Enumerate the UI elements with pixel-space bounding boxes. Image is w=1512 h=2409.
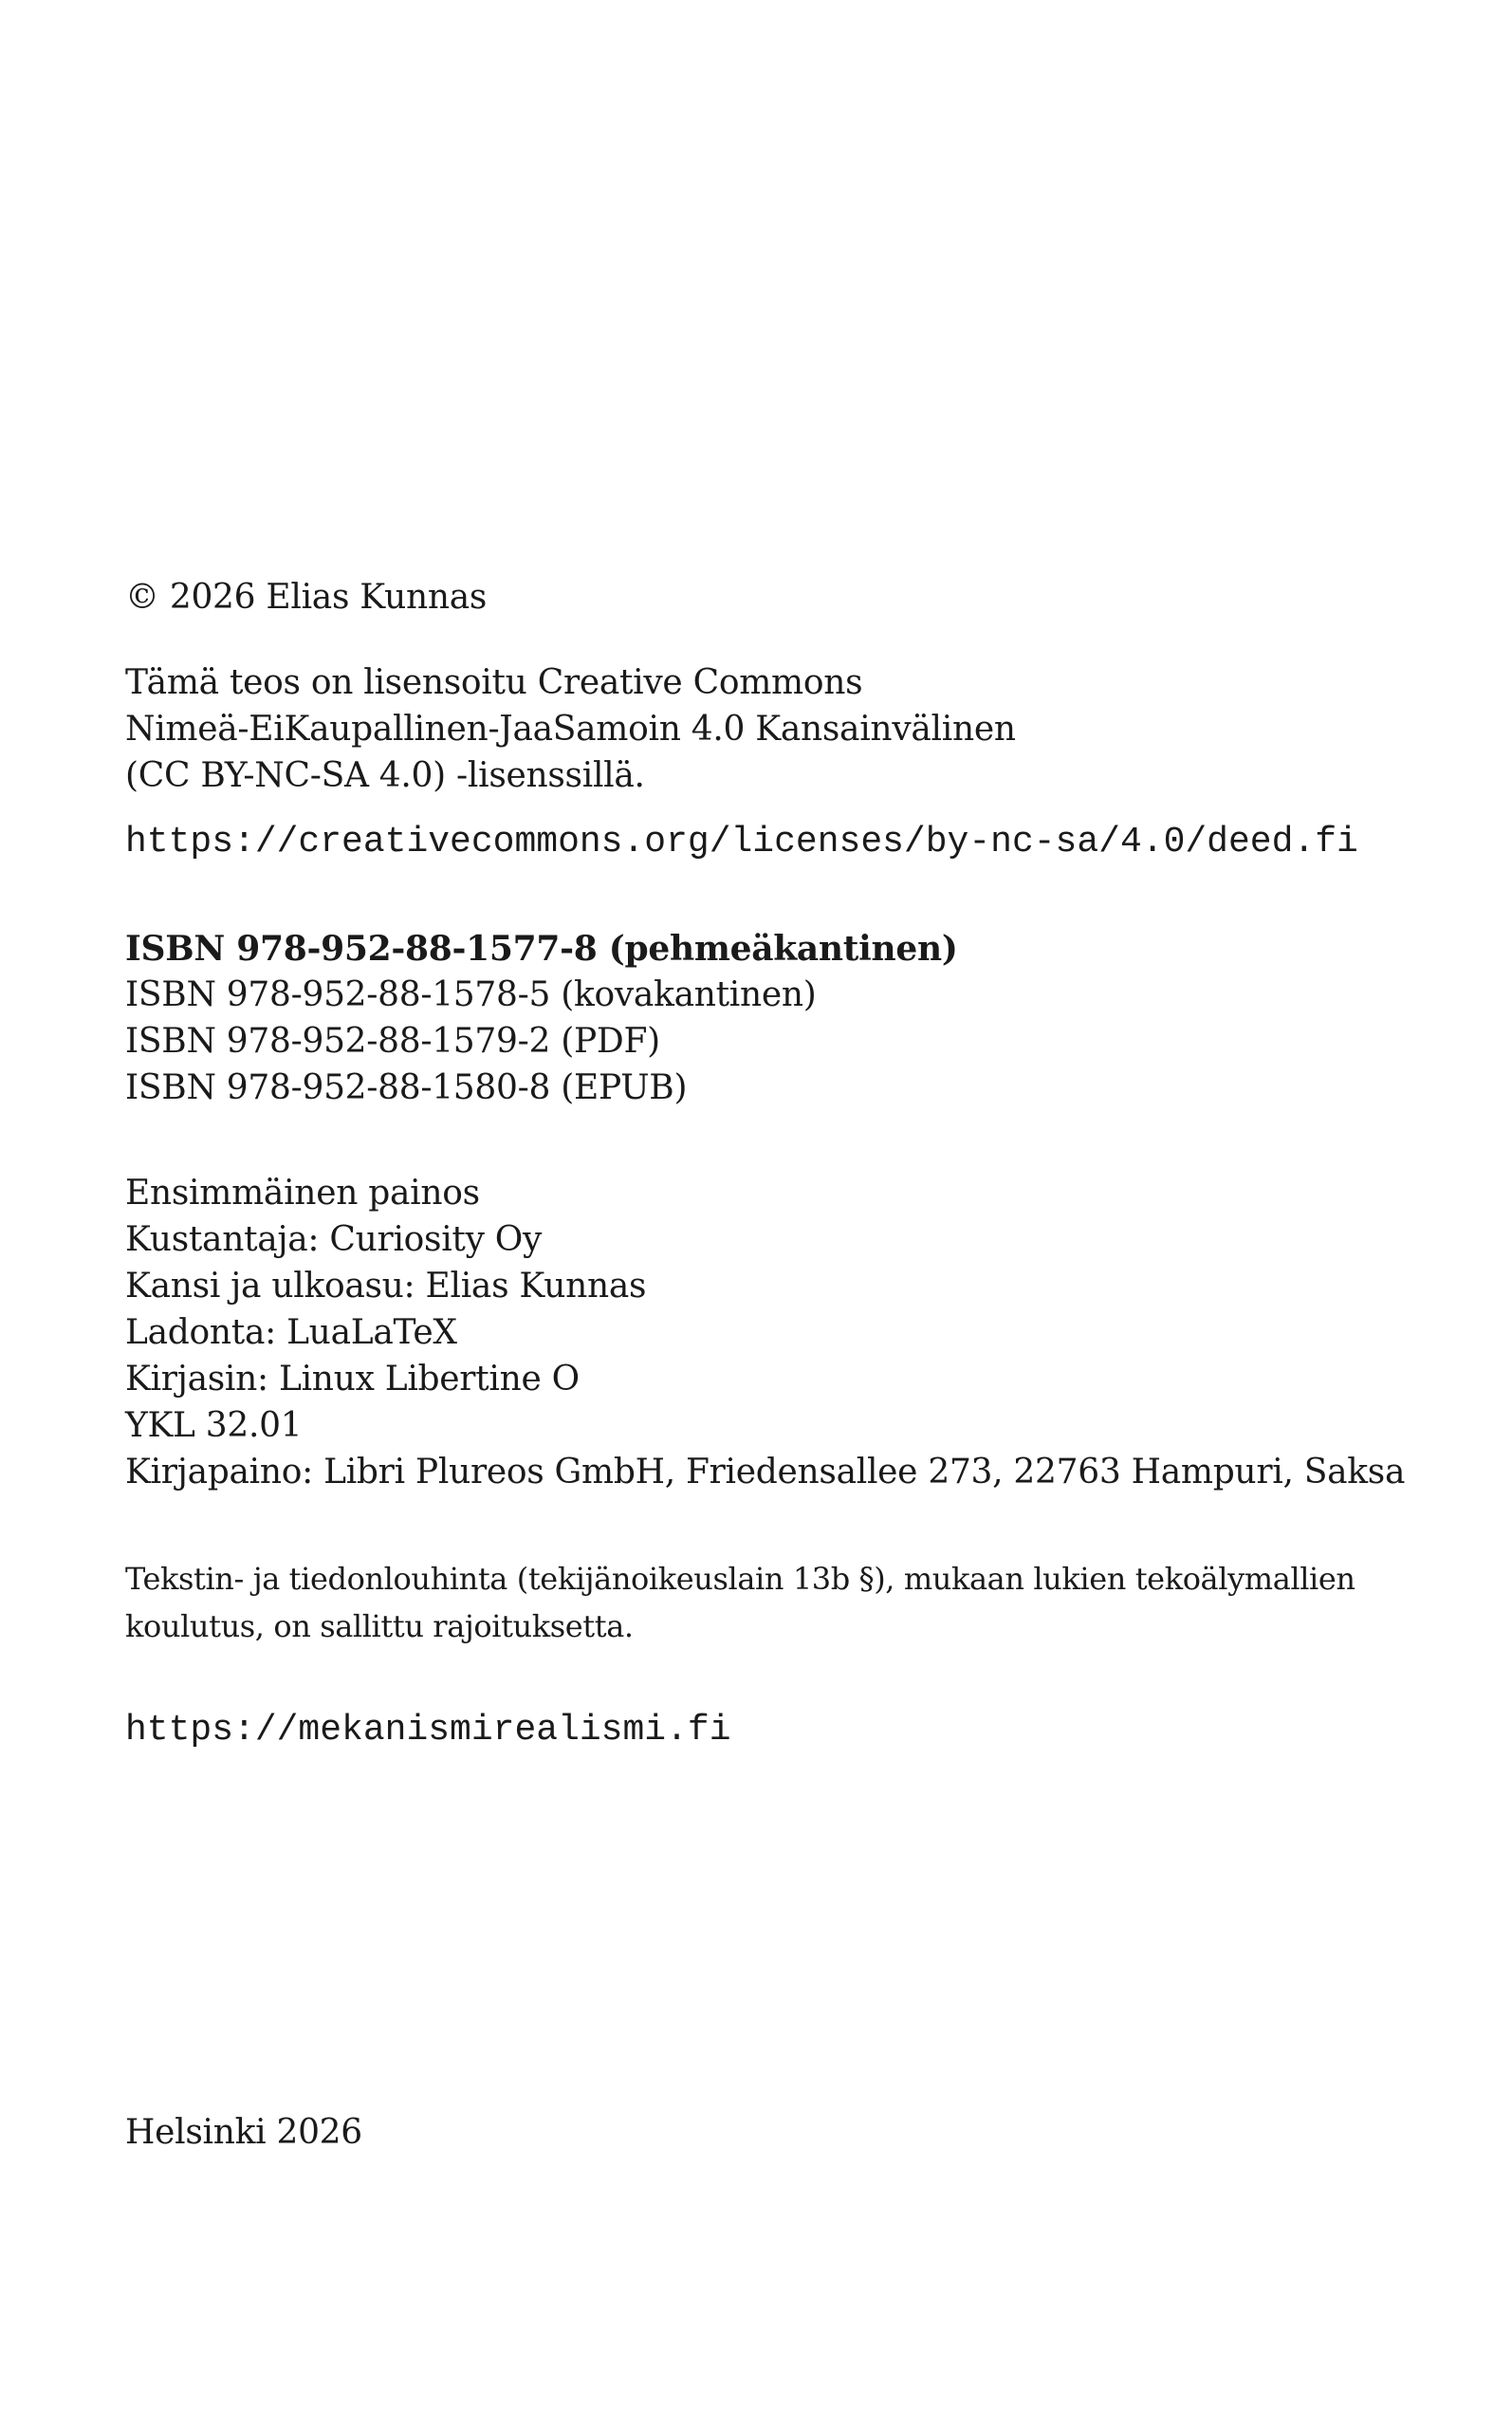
isbn-paperback: ISBN 978-952-88-1577-8 (pehmeäkantinen) [125, 929, 958, 969]
place-year: Helsinki 2026 [125, 2113, 362, 2152]
typeface-line: Kirjasin: Linux Libertine O [125, 1360, 580, 1399]
copyright-line: © 2026 Elias Kunnas [125, 578, 488, 617]
license-line-3: (CC BY-NC-SA 4.0) -lisenssillä. [125, 756, 645, 795]
isbn-epub: ISBN 978-952-88-1580-8 (EPUB) [125, 1068, 688, 1107]
isbn-hardcover: ISBN 978-952-88-1578-5 (kovakantinen) [125, 975, 817, 1014]
edition-line: Ensimmäinen painos [125, 1174, 480, 1213]
ykl-line: YKL 32.01 [125, 1406, 303, 1445]
website-link[interactable]: https://mekanismirealismi.fi [125, 1710, 731, 1751]
cover-design-line: Kansi ja ulkoasu: Elias Kunnas [125, 1267, 647, 1306]
tdm-notice-line-1: Tekstin- ja tiedonlouhinta (tekijänoikeuslain 13b §), mukaan lukien tekoälymallien [125, 1561, 1355, 1597]
license-line-1: Tämä teos on lisensoitu Creative Commons [125, 663, 863, 702]
publisher-line: Kustantaja: Curiosity Oy [125, 1220, 543, 1259]
tdm-notice-line-2: koulutus, on sallittu rajoituksetta. [125, 1608, 634, 1644]
printer-line: Kirjapaino: Libri Plureos GmbH, Friedensallee 273, 22763 Hampuri, Saksa [125, 1453, 1406, 1492]
isbn-pdf: ISBN 978-952-88-1579-2 (PDF) [125, 1022, 660, 1061]
license-line-2: Nimeä-EiKaupallinen-JaaSamoin 4.0 Kansainvälinen [125, 710, 1016, 749]
license-url-link[interactable]: https://creativecommons.org/licenses/by-nc-sa/4.0/deed.fi [125, 822, 1358, 862]
typesetting-line: Ladonta: LuaLaTeX [125, 1313, 457, 1352]
